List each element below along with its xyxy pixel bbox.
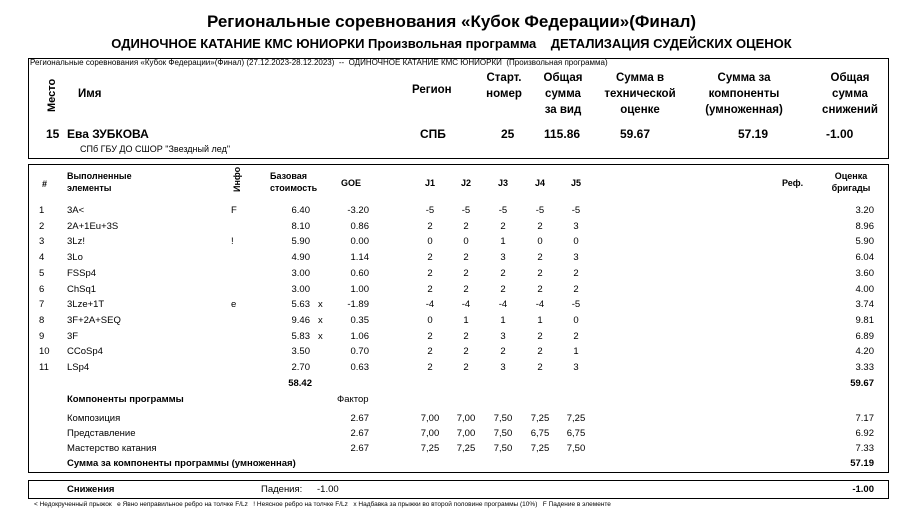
element-base-value: 3.50 [291, 346, 310, 358]
element-judge-4: 2 [537, 220, 543, 232]
col-base: Базовая стоимость [270, 171, 318, 193]
element-judge-5: 3 [573, 362, 579, 373]
col-elements: Выполненные элементы [67, 171, 132, 193]
element-code: 3Lz! [67, 236, 85, 248]
athlete-name: Ева ЗУБКОВА [67, 127, 149, 141]
component-score: 7.17 [855, 413, 874, 424]
element-number: 4 [39, 252, 45, 264]
element-panel-score: 3.60 [855, 267, 874, 279]
element-code: 3A< [67, 205, 85, 216]
element-judge-5: 1 [573, 346, 579, 358]
element-judge-2: 2 [463, 346, 469, 358]
header-total: Общая сумма за вид [543, 72, 583, 116]
element-judge-3: 3 [500, 362, 506, 373]
element-judge-4: 2 [537, 267, 543, 279]
element-judge-1: -4 [425, 299, 435, 311]
factor-label: Фактор [337, 394, 369, 405]
component-factor: 2.67 [350, 427, 369, 439]
element-goe: 0.00 [350, 236, 369, 248]
element-panel-score: 6.04 [855, 252, 874, 264]
base-total: 58.42 [288, 378, 312, 389]
element-number: 8 [39, 314, 45, 326]
footnote: < Недокрученный прыжок e Явно неправильное ребро на толчке F/Lz ! Неясное ребро на толчке F/Lz x Надбавка за прыжки во второй половине программы (10%) F Падение в элементе [34, 501, 611, 508]
deductions-label: Снижения [67, 484, 115, 495]
element-goe: 0.63 [350, 362, 369, 373]
deductions-total: -1.00 [852, 484, 874, 495]
element-goe: 0.35 [350, 314, 369, 326]
component-factor: 2.67 [350, 442, 369, 454]
col-goe: GOE [341, 178, 362, 188]
element-judge-4: 2 [537, 283, 543, 295]
element-info: e [231, 299, 237, 311]
element-base-value: 2.70 [291, 362, 310, 373]
element-judge-3: -5 [498, 205, 508, 216]
components-title: Компоненты программы [67, 394, 184, 405]
component-judge-1: 7,00 [420, 413, 440, 424]
element-base-value: 6.40 [291, 205, 310, 216]
element-judge-4: 2 [537, 346, 543, 358]
falls-value: -1.00 [317, 484, 339, 495]
element-panel-score: 3.20 [855, 205, 874, 216]
component-name: Композиция [67, 413, 121, 424]
athlete-deductions: -1.00 [826, 127, 854, 141]
element-code: FSSp4 [67, 267, 97, 279]
element-judge-2: 2 [463, 267, 469, 279]
athlete-place: 15 [46, 127, 60, 141]
element-judge-5: -5 [571, 299, 581, 311]
component-factor: 2.67 [350, 413, 369, 424]
element-code: 3Lo [67, 252, 83, 264]
element-judge-4: -5 [535, 205, 545, 216]
component-score: 6.92 [855, 427, 874, 439]
element-judge-4: 2 [537, 252, 543, 264]
element-judge-5: 2 [573, 267, 579, 279]
header-region: Регион [412, 84, 452, 96]
element-code: 2A+1Eu+3S [67, 220, 119, 232]
element-judge-1: 2 [427, 252, 433, 264]
pcs-total: 57.19 [850, 458, 874, 469]
athlete-tes: 59.67 [620, 127, 651, 141]
component-judge-3: 7,50 [493, 413, 513, 424]
element-info: ! [231, 236, 234, 248]
element-judge-2: -5 [461, 205, 471, 216]
deductions-box [28, 480, 889, 499]
element-panel-score: 6.89 [855, 330, 874, 342]
component-judge-4: 6,75 [530, 427, 550, 439]
header-deductions: Общая сумма снижений [822, 72, 878, 116]
component-judge-4: 7,25 [530, 413, 550, 424]
col-judge-4: J4 [534, 178, 545, 188]
element-base-value: 4.90 [291, 252, 310, 264]
element-judge-3: 2 [500, 283, 506, 295]
element-judge-1: 2 [427, 267, 433, 279]
page-title: Региональные соревнования «Кубок Федерации»(Финал) [206, 12, 697, 31]
element-judge-4: 2 [537, 330, 543, 342]
element-judge-1: 2 [427, 330, 433, 342]
element-number: 7 [39, 299, 45, 311]
element-code: 3F+2A+SEQ [67, 314, 121, 326]
component-judge-4: 7,25 [530, 442, 550, 454]
element-judge-1: 2 [427, 346, 433, 358]
element-judge-2: -4 [461, 299, 471, 311]
element-judge-5: 0 [573, 314, 579, 326]
element-goe: -3.20 [347, 205, 369, 216]
col-judge-5: J5 [570, 178, 581, 188]
component-name: Мастерство катания [67, 442, 157, 454]
element-judge-5: -5 [571, 205, 581, 216]
element-judge-5: 2 [573, 283, 579, 295]
athlete-club: СПб ГБУ ДО СШОР "Звездный лед" [80, 144, 231, 154]
element-bonus-mark: x [318, 330, 323, 342]
element-judge-2: 2 [463, 252, 469, 264]
element-number: 5 [39, 267, 45, 279]
element-bonus-mark: x [318, 314, 323, 326]
header-pcs: Сумма за компоненты (умноженная) [705, 72, 783, 116]
element-base-value: 8.10 [291, 220, 310, 232]
element-number: 6 [39, 283, 45, 295]
component-judge-2: 7,25 [456, 442, 476, 454]
element-judge-2: 2 [463, 330, 469, 342]
element-panel-score: 5.90 [855, 236, 874, 248]
component-judge-5: 6,75 [566, 427, 586, 439]
component-judge-1: 7,00 [420, 427, 440, 439]
element-base-value: 5.90 [291, 236, 310, 248]
element-judge-2: 2 [463, 362, 469, 373]
col-info: Инфо [232, 166, 242, 192]
component-judge-2: 7,00 [456, 413, 476, 424]
component-judge-3: 7,50 [493, 427, 513, 439]
athlete-pcs: 57.19 [738, 127, 769, 141]
element-judge-3: 2 [500, 346, 506, 358]
element-code: CCoSp4 [67, 346, 103, 358]
element-code: LSp4 [67, 362, 90, 373]
element-panel-score: 8.96 [855, 220, 874, 232]
element-goe: 0.60 [350, 267, 369, 279]
element-judge-1: 0 [427, 314, 433, 326]
element-judge-5: 3 [573, 220, 579, 232]
element-judge-3: 1 [500, 236, 506, 248]
element-judge-3: 1 [500, 314, 506, 326]
component-judge-2: 7,00 [456, 427, 476, 439]
element-panel-score: 3.74 [855, 299, 874, 311]
element-code: ChSq1 [67, 283, 97, 295]
element-goe: 0.70 [350, 346, 369, 358]
col-judge-2: J2 [460, 178, 471, 188]
element-judge-5: 2 [573, 330, 579, 342]
athlete-total: 115.86 [544, 127, 581, 141]
element-judge-4: 2 [537, 362, 543, 373]
element-judge-2: 2 [463, 283, 469, 295]
header-place: Место [46, 78, 58, 112]
element-number: 10 [39, 346, 50, 358]
element-base-value: 5.83 [291, 330, 310, 342]
col-judge-1: J1 [424, 178, 435, 188]
header-start: Старт. номер [486, 72, 522, 100]
element-number: 9 [39, 330, 45, 342]
element-judge-5: 0 [573, 236, 579, 248]
athlete-region: СПБ [420, 127, 446, 141]
element-judge-1: 0 [427, 236, 433, 248]
falls-label: Падения: [261, 484, 303, 495]
pcs-label: Сумма за компоненты программы (умноженная) [67, 458, 296, 469]
page-subtitle: ОДИНОЧНОЕ КАТАНИЕ КМС ЮНИОРКИ Произвольная программа ДЕТАЛИЗАЦИЯ СУДЕЙСКИХ ОЦЕНОК [111, 36, 792, 51]
component-judge-5: 7,25 [566, 413, 586, 424]
element-panel-score: 4.00 [855, 283, 874, 295]
header-name: Имя [78, 88, 102, 100]
element-judge-1: -5 [425, 205, 435, 216]
element-code: 3Lze+1T [67, 299, 105, 311]
element-goe: 1.00 [350, 283, 369, 295]
element-base-value: 3.00 [291, 283, 310, 295]
element-number: 2 [39, 220, 45, 232]
element-judge-2: 1 [463, 314, 469, 326]
element-panel-score: 9.81 [855, 314, 874, 326]
element-judge-3: 3 [500, 330, 506, 342]
element-judge-3: 2 [500, 220, 506, 232]
element-goe: 1.14 [350, 252, 369, 264]
element-judge-4: -4 [535, 299, 545, 311]
element-panel-score: 3.33 [855, 362, 874, 373]
element-judge-2: 2 [463, 220, 469, 232]
col-score: Оценка бригады [831, 171, 871, 193]
athlete-start: 25 [501, 127, 515, 141]
element-judge-1: 2 [427, 362, 433, 373]
element-judge-1: 2 [427, 283, 433, 295]
element-judge-3: -4 [498, 299, 508, 311]
element-judge-4: 1 [537, 314, 543, 326]
header-tes: Сумма в технической оценке [604, 72, 676, 116]
col-ref: Реф. [782, 178, 804, 188]
col-judge-3: J3 [497, 178, 508, 188]
element-judge-5: 3 [573, 252, 579, 264]
component-judge-5: 7,50 [566, 442, 586, 454]
element-bonus-mark: x [318, 299, 323, 311]
component-judge-1: 7,25 [420, 442, 440, 454]
element-judge-4: 0 [537, 236, 543, 248]
component-name: Представление [67, 427, 136, 439]
element-number: 1 [39, 205, 45, 216]
element-number: 3 [39, 236, 45, 248]
element-judge-3: 3 [500, 252, 506, 264]
element-goe: 1.06 [350, 330, 369, 342]
element-goe: 0.86 [350, 220, 369, 232]
component-judge-3: 7,50 [493, 442, 513, 454]
element-base-value: 3.00 [291, 267, 310, 279]
element-base-value: 9.46 [291, 314, 310, 326]
element-number: 11 [39, 362, 49, 373]
element-code: 3F [67, 330, 79, 342]
element-base-value: 5.63 [291, 299, 310, 311]
col-num: # [42, 179, 48, 189]
component-score: 7.33 [855, 442, 874, 454]
competition-caption: Региональные соревнования «Кубок Федерации»(Финал) (27.12.2023-28.12.2023) -- ОДИНОЧНОЕ КАТАНИЕ КМС ЮНИОРКИ (Произвольная программа) [30, 58, 608, 67]
element-judge-2: 0 [463, 236, 469, 248]
tes-total: 59.67 [850, 378, 874, 389]
element-info: F [231, 205, 237, 216]
element-goe: -1.89 [347, 299, 369, 311]
element-judge-1: 2 [427, 220, 433, 232]
element-panel-score: 4.20 [855, 346, 874, 358]
element-judge-3: 2 [500, 267, 506, 279]
